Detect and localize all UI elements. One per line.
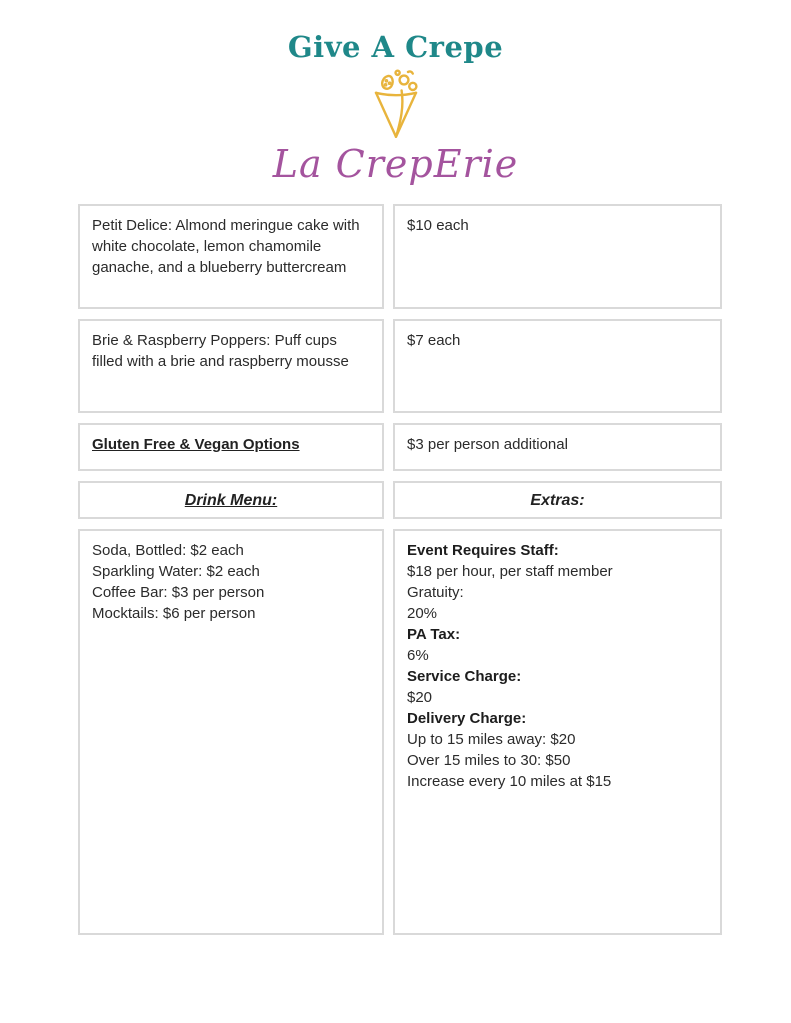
menu-item-price: $7 each [393,319,722,413]
crepe-cone-icon [359,68,433,140]
extras-line: Gratuity: [407,584,464,601]
extras-line: Increase every 10 miles at $15 [407,773,612,790]
menu-item-description: Brie & Raspberry Poppers: Puff cups filled with a brie and raspberry mousse [78,319,384,413]
drink-menu-header-label: Drink Menu: [184,491,278,509]
menu-grid [78,204,722,935]
extras-list [393,529,722,935]
extras-line: Service Charge: [407,668,522,685]
extras-line: 6% [407,647,429,664]
menu-item-description: Petit Delice: Almond meringue cake with white chocolate, lemon chamomile ganache, and a blueberry buttercream [78,204,384,309]
extras-line: Over 15 miles to 30: $50 [407,752,571,769]
drink-item: Mocktails: $6 per person [92,605,256,622]
menu-item-price: $3 per person additional [393,423,722,471]
extras-line: $20 [407,689,433,706]
drink-menu-header [78,481,384,519]
header [0,0,791,186]
extras-header [393,481,722,519]
menu-item-price: $10 each [393,204,722,309]
extras-line: 20% [407,605,438,622]
menu-item-description: Gluten Free & Vegan Options [78,423,384,471]
drink-item: Coffee Bar: $3 per person [92,584,265,601]
extras-line: Event Requires Staff: [407,542,559,559]
brand-subtitle: La CrepErie [272,142,519,186]
brand-title: Give A Crepe [287,30,504,64]
extras-line: Up to 15 miles away: $20 [407,731,576,748]
extras-line: Delivery Charge: [407,710,527,727]
logo [0,68,791,140]
extras-line: $18 per hour, per staff member [407,563,613,580]
extras-line: PA Tax: [407,626,461,643]
extras-header-label: Extras: [530,491,585,509]
drink-item: Sparkling Water: $2 each [92,563,260,580]
drink-item: Soda, Bottled: $2 each [92,542,244,559]
drink-menu-list [78,529,384,935]
